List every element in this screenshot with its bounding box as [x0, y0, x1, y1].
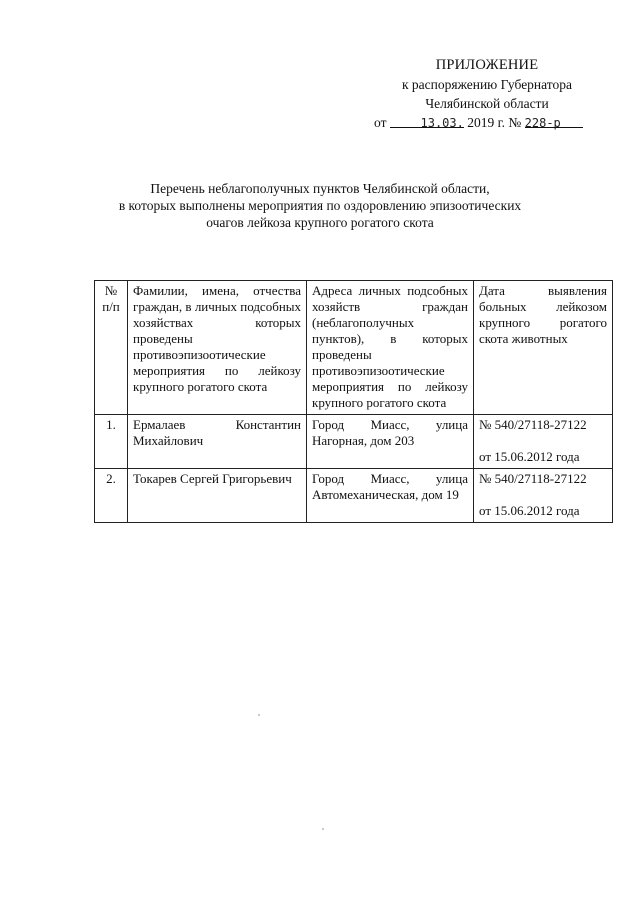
row-date-cell: [474, 415, 613, 469]
appendix-title: ПРИЛОЖЕНИЕ: [435, 57, 539, 73]
date-field: [390, 113, 464, 128]
row-doc-number: № 540/27118-27122: [479, 417, 587, 432]
row-name: Токарев Сергей Григорьевич: [128, 469, 307, 523]
header-number: № п/п: [95, 281, 128, 415]
row-doc-date: от 15.06.2012 года: [479, 503, 580, 518]
date-value: 13.03.: [420, 116, 464, 130]
scan-speck: [322, 828, 324, 830]
table-row: [95, 469, 613, 523]
document-title: [70, 180, 570, 231]
appendix-line-2: Челябинской области: [425, 96, 549, 111]
number-prefix: №: [508, 115, 522, 130]
number-field: [525, 113, 583, 128]
header-names: Фамилии, имена, отчества граждан, в личных подсобных хозяйствах которых проведены противоэпизоотические мероприятия по лейкозу крупного рогатого скота: [128, 281, 307, 415]
row-doc-date: от 15.06.2012 года: [479, 449, 580, 464]
title-line-3: очагов лейкоза крупного рогатого скота: [206, 215, 434, 230]
number-value: 228-р: [524, 116, 561, 130]
header-addresses: Адреса личных подсобных хозяйств граждан (неблагополучных пунктов), в которых проведены противоэпизоотические мероприятия по лейкозу крупного рогатого скота: [307, 281, 474, 415]
title-line-2: в которых выполнены мероприятия по оздоровлению эпизоотических: [118, 198, 522, 213]
row-doc-number: № 540/27118-27122: [479, 471, 587, 486]
appendix-line-1: к распоряжению Губернатора: [401, 77, 573, 92]
header-date: Дата выявления больных лейкозом крупного рогатого скота животных: [474, 281, 613, 415]
scan-speck: [258, 714, 260, 716]
table-header-row: [95, 281, 613, 415]
date-prefix: от: [374, 115, 387, 130]
row-address: Город Миасс, улица Автомеханическая, дом 19: [307, 469, 474, 523]
title-line-1: Перечень неблагополучных пунктов Челябинской области,: [150, 181, 490, 196]
row-number: 2.: [95, 469, 128, 523]
appendix-date-line: [372, 113, 602, 132]
row-address: Город Миасс, улица Нагорная, дом 203: [307, 415, 474, 469]
row-number: 1.: [95, 415, 128, 469]
row-date-cell: [474, 469, 613, 523]
appendix-block: [372, 56, 602, 132]
registry-table: [94, 280, 613, 523]
row-name: Ермалаев Константин Михайлович: [128, 415, 307, 469]
table-row: [95, 415, 613, 469]
year-text: 2019 г.: [467, 115, 505, 130]
